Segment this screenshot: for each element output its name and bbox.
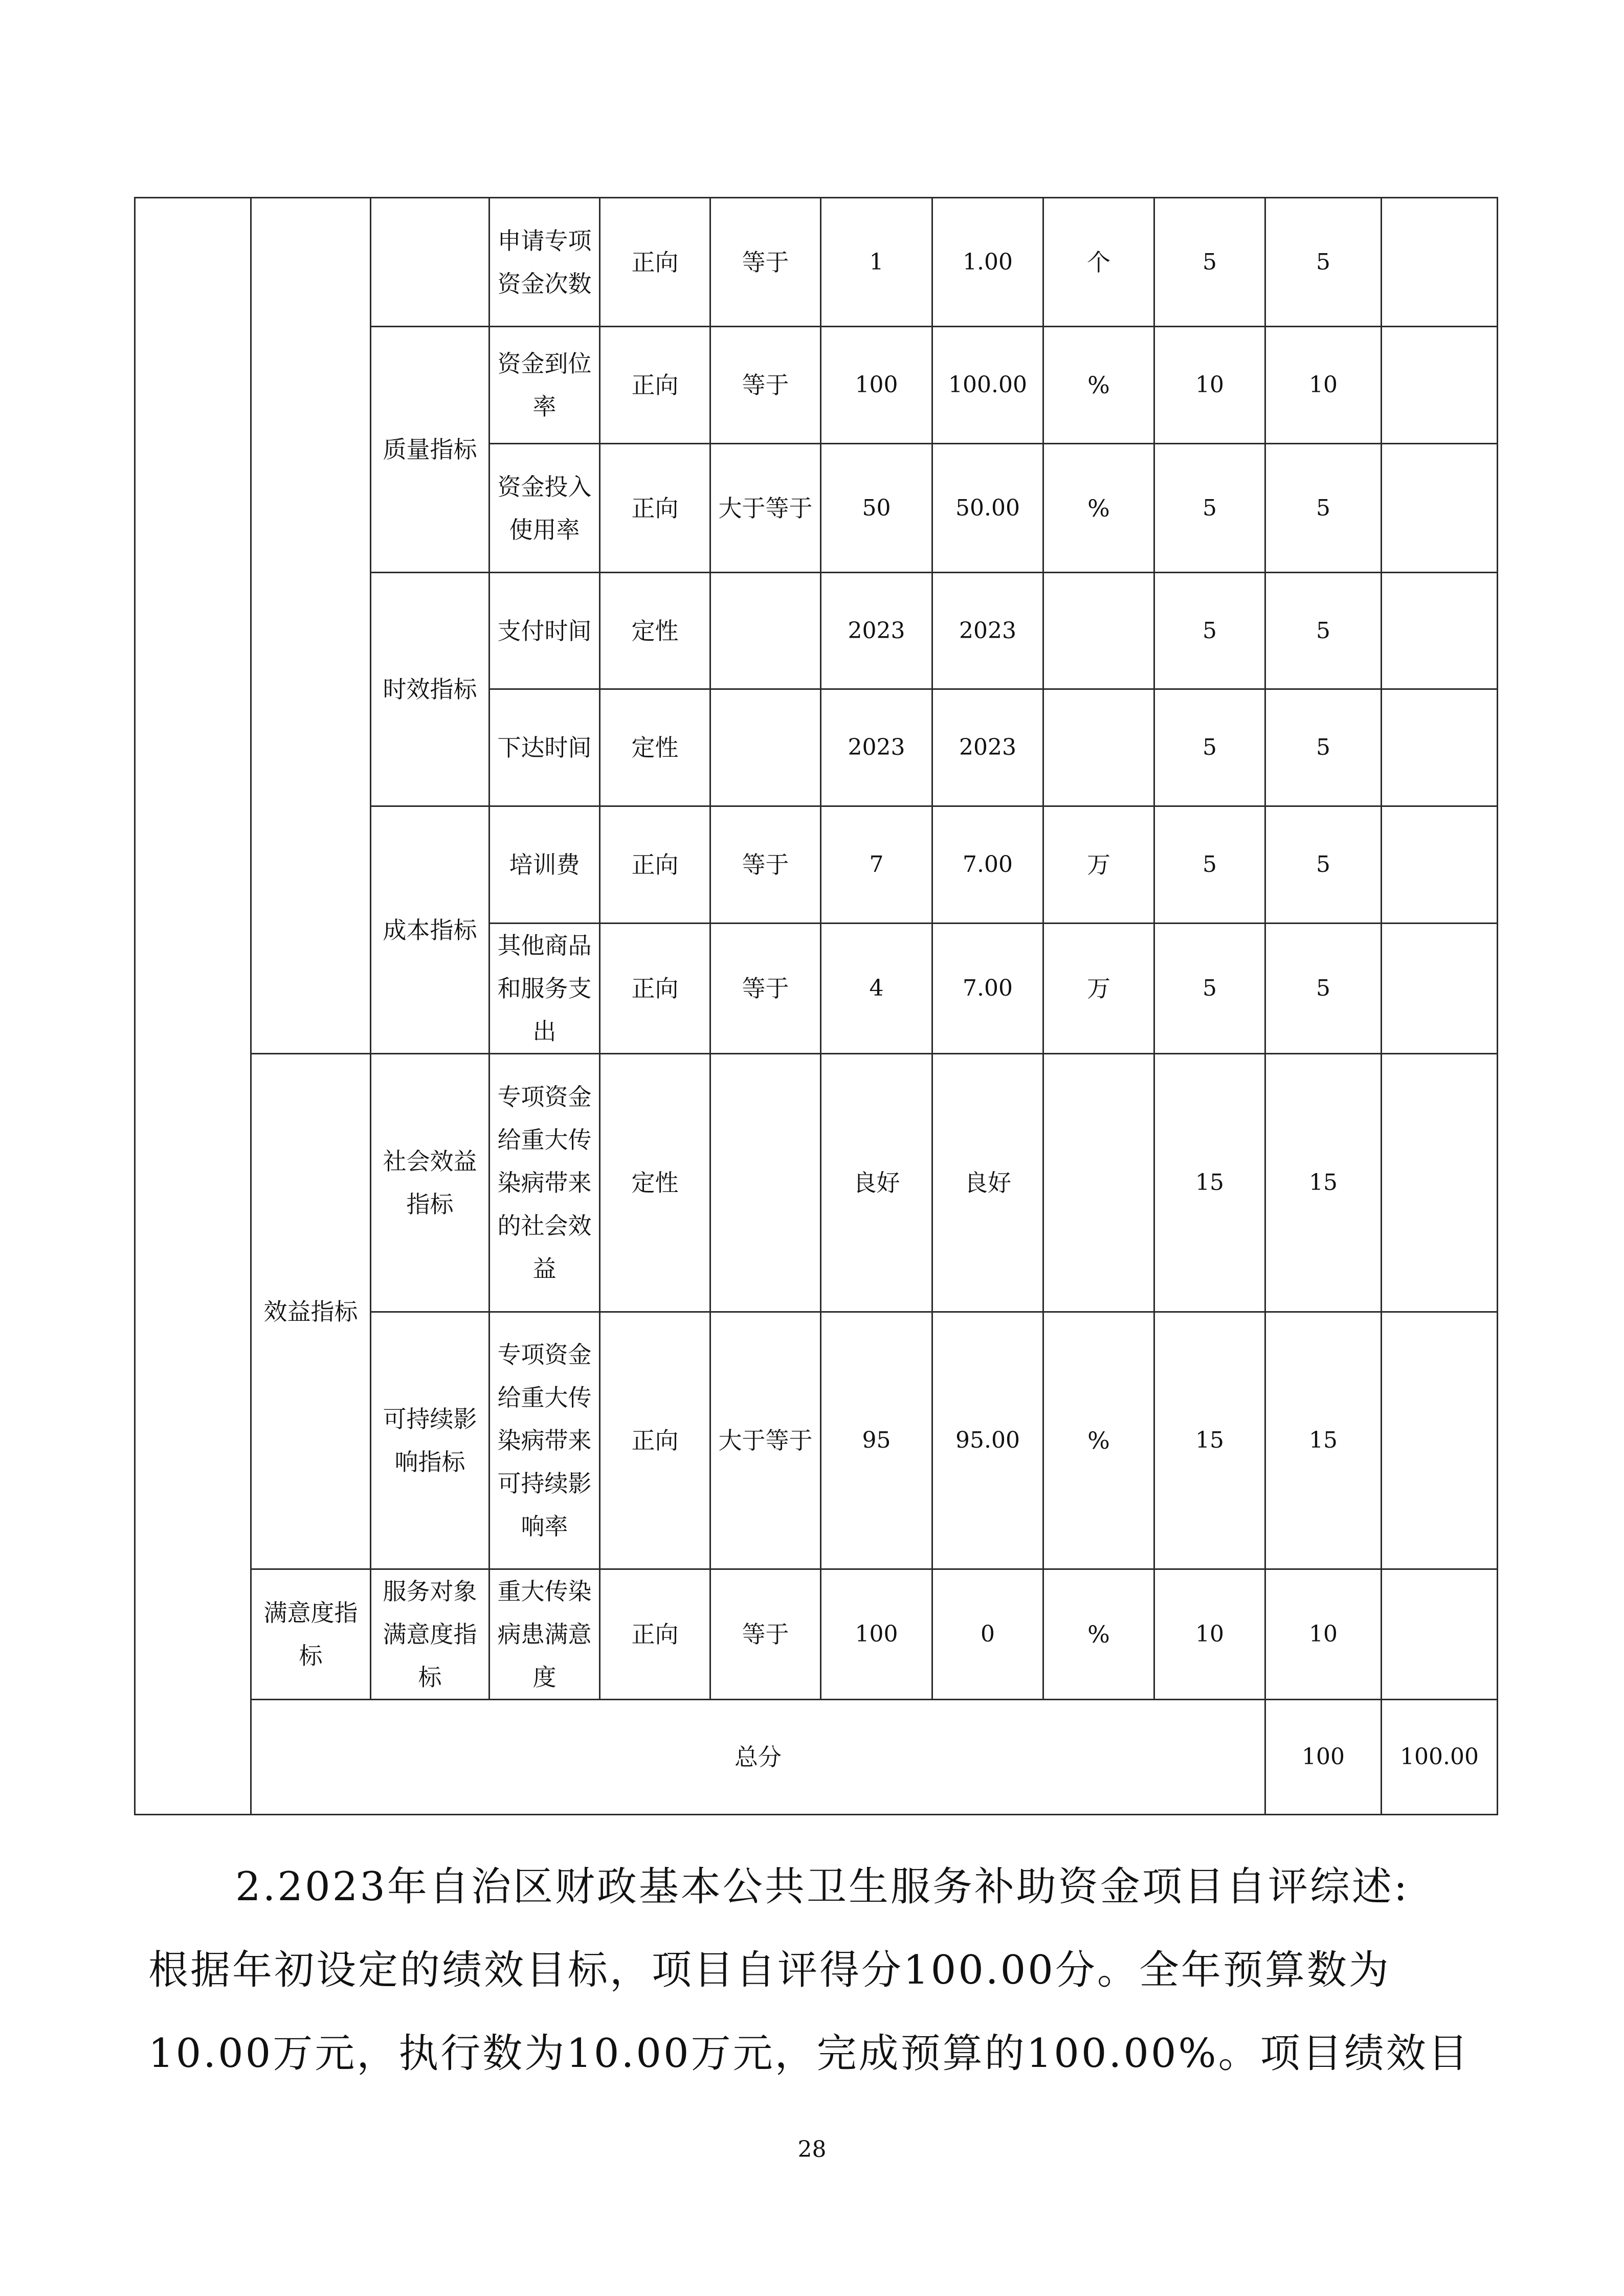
weight-cell: 15 <box>1154 1054 1265 1312</box>
paragraph-line-1: 2.2023年自治区财政基本公共卫生服务补助资金项目自评综述: <box>235 1864 1410 1910</box>
target-value-cell: 2023 <box>821 689 932 806</box>
nature-cell: 正向 <box>600 444 710 573</box>
actual-value-cell: 95.00 <box>932 1312 1043 1569</box>
actual-value-cell: 2023 <box>932 573 1043 689</box>
remark-cell <box>1382 327 1498 444</box>
paragraph-line-2: 根据年初设定的绩效目标，项目自评得分100.00分。全年预算数为 <box>148 1947 1391 1993</box>
target-value-cell: 良好 <box>821 1054 932 1312</box>
unit-cell: % <box>1043 327 1154 444</box>
indicator-cell: 资金投入使用率 <box>490 444 600 573</box>
nature-cell: 正向 <box>600 924 710 1054</box>
weight-cell: 5 <box>1154 444 1265 573</box>
score-cell: 5 <box>1265 689 1382 806</box>
blank-level2-cell <box>371 198 490 327</box>
score-cell: 5 <box>1265 806 1382 924</box>
actual-value-cell: 0 <box>932 1569 1043 1700</box>
remark-cell <box>1382 573 1498 689</box>
score-cell: 15 <box>1265 1054 1382 1312</box>
target-value-cell: 2023 <box>821 573 932 689</box>
unit-cell: 万 <box>1043 806 1154 924</box>
unit-cell <box>1043 573 1154 689</box>
category-cell-cost: 成本指标 <box>371 806 490 1054</box>
level1-cell-satisfaction: 满意度指标 <box>251 1569 371 1700</box>
actual-value-cell: 100.00 <box>932 327 1043 444</box>
nature-cell: 正向 <box>600 198 710 327</box>
remark-cell <box>1382 198 1498 327</box>
total-label: 总分 <box>251 1700 1265 1815</box>
weight-cell: 10 <box>1154 1569 1265 1700</box>
table-row <box>135 1054 1498 1312</box>
nature-cell: 定性 <box>600 573 710 689</box>
category-cell-quality: 质量指标 <box>371 327 490 573</box>
target-value-cell: 50 <box>821 444 932 573</box>
remark-cell <box>1382 444 1498 573</box>
weight-cell: 5 <box>1154 198 1265 327</box>
weight-cell: 5 <box>1154 689 1265 806</box>
indicator-cell: 支付时间 <box>490 573 600 689</box>
score-cell: 5 <box>1265 444 1382 573</box>
table-row <box>135 198 1498 327</box>
total-row <box>135 1700 1498 1815</box>
actual-value-cell: 7.00 <box>932 924 1043 1054</box>
indicator-cell: 专项资金给重大传染病带来的社会效益 <box>490 1054 600 1312</box>
operator-cell <box>710 689 821 806</box>
remark-cell <box>1382 1569 1498 1700</box>
category-cell-timeliness: 时效指标 <box>371 573 490 806</box>
table-row <box>135 1569 1498 1700</box>
actual-value-cell: 2023 <box>932 689 1043 806</box>
operator-cell: 等于 <box>710 198 821 327</box>
unit-cell: 个 <box>1043 198 1154 327</box>
paragraph-line-3: 10.00万元，执行数为10.00万元，完成预算的100.00%。项目绩效目 <box>148 2031 1470 2077</box>
indicator-cell: 培训费 <box>490 806 600 924</box>
operator-cell: 等于 <box>710 806 821 924</box>
indicator-cell: 专项资金给重大传染病带来可持续影响率 <box>490 1312 600 1569</box>
remark-cell <box>1382 1312 1498 1569</box>
target-value-cell: 95 <box>821 1312 932 1569</box>
operator-cell: 大于等于 <box>710 1312 821 1569</box>
target-value-cell: 1 <box>821 198 932 327</box>
target-value-cell: 100 <box>821 1569 932 1700</box>
category-cell-service-satisfaction: 服务对象满意度指标 <box>371 1569 490 1700</box>
remark-cell <box>1382 689 1498 806</box>
remark-cell <box>1382 806 1498 924</box>
operator-cell: 大于等于 <box>710 444 821 573</box>
blank-level1-cell <box>251 198 371 1054</box>
actual-value-cell: 50.00 <box>932 444 1043 573</box>
page-number: 28 <box>797 2136 827 2163</box>
weight-cell: 15 <box>1154 1312 1265 1569</box>
unit-cell: % <box>1043 1569 1154 1700</box>
score-cell: 5 <box>1265 924 1382 1054</box>
unit-cell: % <box>1043 1312 1154 1569</box>
remark-cell <box>1382 924 1498 1054</box>
total-weight: 100 <box>1265 1700 1382 1815</box>
unit-cell <box>1043 1054 1154 1312</box>
remark-cell <box>1382 1054 1498 1312</box>
nature-cell: 定性 <box>600 689 710 806</box>
indicator-cell: 资金到位率 <box>490 327 600 444</box>
category-cell-sustainable-impact: 可持续影响指标 <box>371 1312 490 1569</box>
level1-cell-benefit: 效益指标 <box>251 1054 371 1569</box>
nature-cell: 定性 <box>600 1054 710 1312</box>
operator-cell: 等于 <box>710 327 821 444</box>
indicator-cell: 申请专项资金次数 <box>490 198 600 327</box>
indicator-cell: 下达时间 <box>490 689 600 806</box>
operator-cell: 等于 <box>710 1569 821 1700</box>
weight-cell: 5 <box>1154 573 1265 689</box>
score-cell: 10 <box>1265 1569 1382 1700</box>
score-cell: 5 <box>1265 198 1382 327</box>
operator-cell: 等于 <box>710 924 821 1054</box>
unit-cell: 万 <box>1043 924 1154 1054</box>
total-score: 100.00 <box>1382 1700 1498 1815</box>
nature-cell: 正向 <box>600 806 710 924</box>
actual-value-cell: 良好 <box>932 1054 1043 1312</box>
nature-cell: 正向 <box>600 1312 710 1569</box>
weight-cell: 5 <box>1154 924 1265 1054</box>
actual-value-cell: 1.00 <box>932 198 1043 327</box>
score-cell: 5 <box>1265 573 1382 689</box>
operator-cell <box>710 573 821 689</box>
performance-indicator-table <box>134 197 1498 1815</box>
weight-cell: 10 <box>1154 327 1265 444</box>
score-cell: 10 <box>1265 327 1382 444</box>
target-value-cell: 100 <box>821 327 932 444</box>
score-cell: 15 <box>1265 1312 1382 1569</box>
actual-value-cell: 7.00 <box>932 806 1043 924</box>
weight-cell: 5 <box>1154 806 1265 924</box>
target-value-cell: 7 <box>821 806 932 924</box>
unit-cell <box>1043 689 1154 806</box>
category-cell-social-benefit: 社会效益指标 <box>371 1054 490 1312</box>
blank-left-column-cell <box>135 198 251 1815</box>
nature-cell: 正向 <box>600 327 710 444</box>
indicator-cell: 重大传染病患满意度 <box>490 1569 600 1700</box>
indicator-cell: 其他商品和服务支出 <box>490 924 600 1054</box>
nature-cell: 正向 <box>600 1569 710 1700</box>
target-value-cell: 4 <box>821 924 932 1054</box>
operator-cell <box>710 1054 821 1312</box>
unit-cell: % <box>1043 444 1154 573</box>
